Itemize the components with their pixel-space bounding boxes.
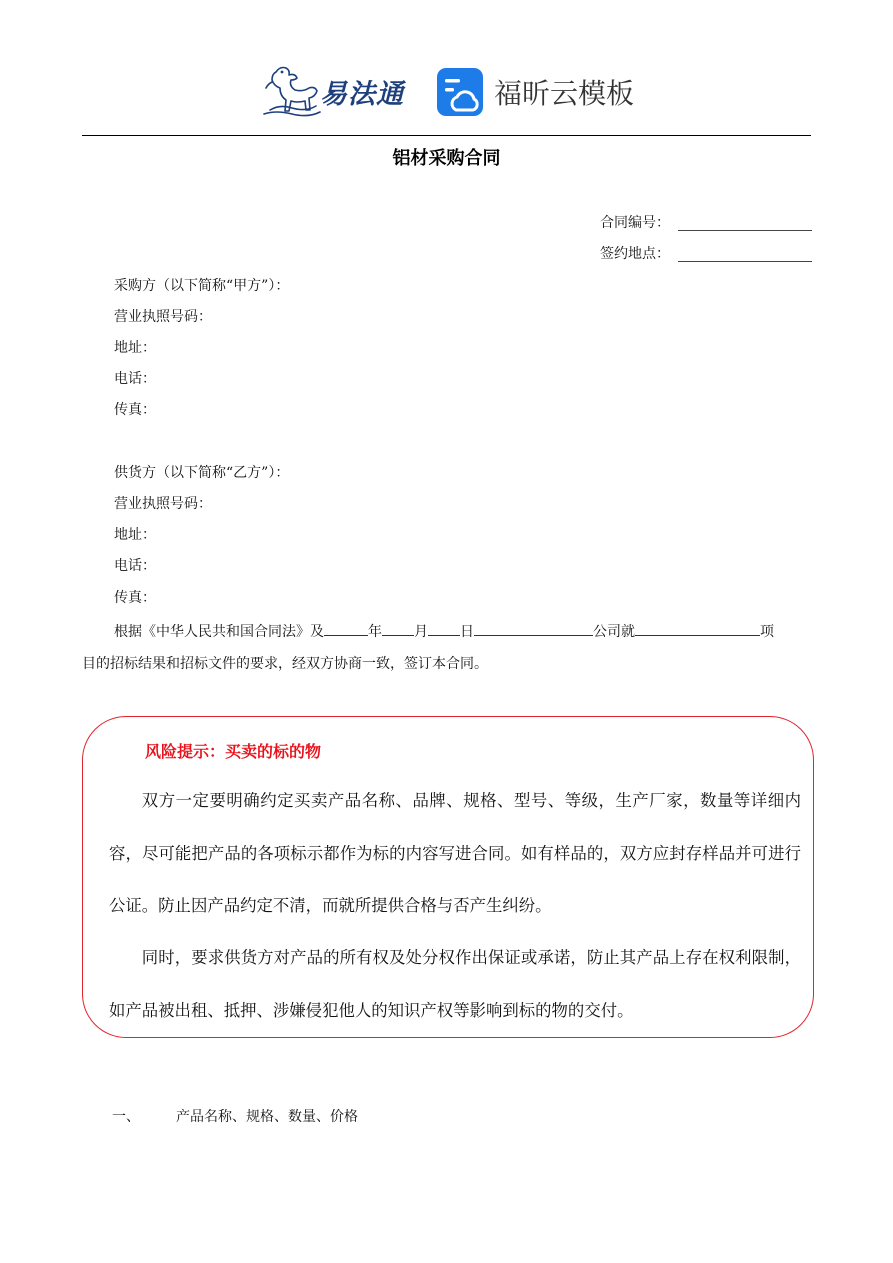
- yifatong-logo-text: 易法通: [320, 79, 404, 110]
- party-b-name: 供货方（以下简称“乙方”）：: [114, 465, 290, 481]
- foxit-template-logo: [436, 66, 636, 118]
- signing-place-field: [600, 244, 812, 264]
- risk-notice-paragraph-2: 同时，要求供货方对产品的所有权及处分权作出保证或承诺，防止其产品上存在权利限制，如产品被出租、抵押、涉嫌侵犯他人的知识产权等影响到标的物的交付。: [109, 948, 801, 1020]
- contract-number-blank: [678, 230, 812, 231]
- party-a-fax: 传真：: [114, 402, 156, 418]
- header-logos: [0, 58, 893, 122]
- day-blank: [428, 619, 460, 636]
- party-a-name: 采购方（以下简称“甲方”）：: [114, 278, 290, 294]
- basis-prefix: 根据《中华人民共和国合同法》及: [114, 624, 324, 640]
- party-b-address: 地址：: [114, 527, 156, 543]
- party-a-address: 地址：: [114, 340, 156, 356]
- year-blank: [324, 619, 368, 636]
- risk-notice-title: 风险提示：买卖的标的物: [145, 742, 322, 761]
- basis-year: 年: [368, 624, 382, 640]
- section-1-number: 一、: [112, 1109, 140, 1125]
- risk-notice-box: [82, 716, 814, 1038]
- project-blank: [635, 619, 760, 636]
- risk-notice-paragraph-1: 双方一定要明确约定买卖产品名称、品牌、规格、型号、等级，生产厂家，数量等详细内容，尽可能把产品的各项标示都作为标的内容写进合同。如有样品的，双方应封存样品并可进行公证。防止因产品约定不清，而就所提供合格与否产生纠纷。: [109, 791, 801, 915]
- qilin-icon: [262, 62, 322, 118]
- document-title: 铝材采购合同: [392, 148, 501, 169]
- party-b-license: 营业执照号码：: [114, 496, 212, 512]
- contract-number-field: [600, 213, 812, 233]
- signing-place-blank: [678, 261, 812, 262]
- basis-line-2: 目的招标结果和招标文件的要求，经双方协商一致，签订本合同。: [82, 656, 488, 672]
- party-b-phone: 电话：: [114, 558, 156, 574]
- foxit-template-logo-text: 福昕云模板: [494, 77, 635, 110]
- cloud-doc-icon: [436, 66, 486, 118]
- basis-company: 公司就: [593, 624, 635, 640]
- party-a-license: 营业执照号码：: [114, 309, 212, 325]
- party-b-fax: 传真：: [114, 590, 156, 606]
- company-blank: [474, 619, 593, 636]
- basis-month: 月: [414, 624, 428, 640]
- basis-line-1: [114, 619, 812, 642]
- header-divider: [82, 135, 811, 136]
- signing-place-label: 签约地点：: [600, 246, 670, 262]
- month-blank: [382, 619, 414, 636]
- basis-item: 项: [760, 624, 774, 640]
- party-a-phone: 电话：: [114, 371, 156, 387]
- yifatong-logo: [262, 62, 412, 118]
- section-1-label: 产品名称、规格、数量、价格: [176, 1109, 358, 1125]
- contract-number-label: 合同编号：: [600, 215, 670, 231]
- basis-day: 日: [460, 624, 474, 640]
